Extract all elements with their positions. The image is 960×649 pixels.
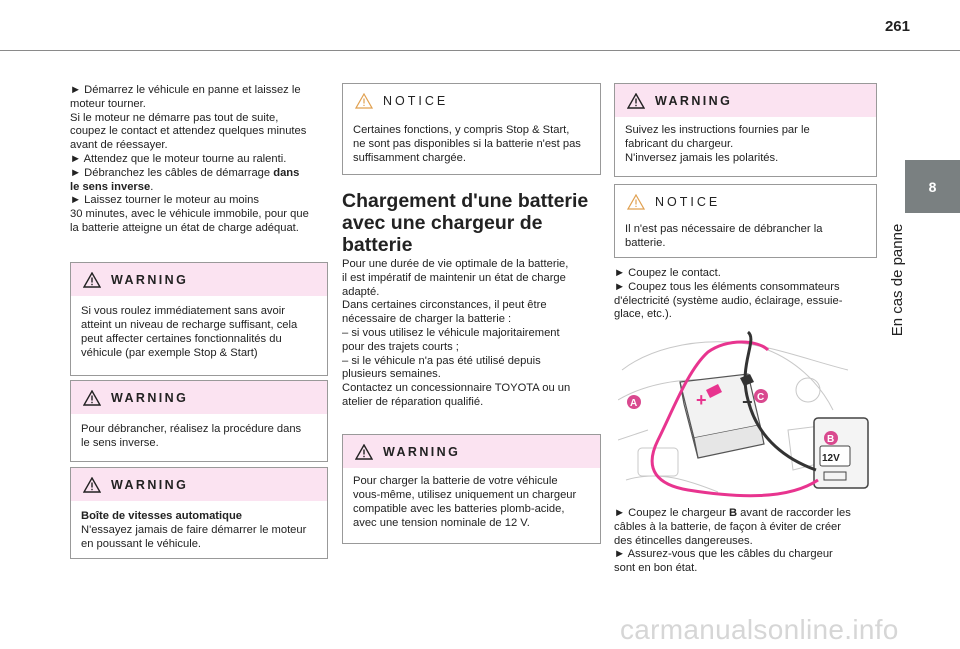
col3-line-post: avant de raccorder les: [737, 507, 851, 519]
warning-line: Pour charger la batterie de votre véhicule: [353, 475, 558, 487]
warning-header: [71, 381, 327, 414]
col3-line: sont en bon état.: [614, 562, 698, 575]
section-line: il est impératif de maintenir un état de charge: [342, 271, 566, 284]
col3-line: glace, etc.).: [614, 308, 672, 321]
col1-bold: dans: [273, 166, 300, 179]
col1-period: .: [150, 180, 154, 193]
col1-line: 30 minutes, avec le véhicule immobile, pour que: [70, 208, 309, 221]
col1-line: [70, 167, 332, 181]
badge-c-label: C: [757, 392, 765, 403]
warning-line: Suivez les instructions fournies par le: [625, 124, 810, 136]
notice-header: [615, 185, 876, 218]
charger-ref: B: [728, 507, 738, 519]
warning-header: [615, 84, 876, 117]
warning-box: [614, 83, 877, 177]
warning-triangle-icon: [355, 444, 373, 460]
badge-b-label: B: [827, 434, 835, 445]
section-line: Pour une durée de vie optimale de la batterie,: [342, 258, 569, 270]
section-line: – si le véhicule n'a pas été utilisé depuis: [342, 354, 541, 367]
col1-line: ► Attendez que le moteur tourne au ralenti.: [70, 152, 287, 165]
col1-line: [70, 181, 332, 195]
warning-line: Pour débrancher, réalisez la procédure dans: [81, 423, 302, 435]
warning-header: [71, 468, 327, 501]
warning-line: peut affecter certaines fonctionnalités du: [81, 333, 282, 345]
chapter-tab[interactable]: 8: [905, 160, 960, 213]
col3-line: d'électricité (système audio, éclairage, essuie-: [614, 294, 843, 307]
minus-sign: −: [742, 392, 753, 412]
warning-body: [343, 468, 600, 538]
battery: [680, 374, 764, 458]
warning-triangle-icon: [627, 93, 645, 109]
col1-line: avant de réessayer.: [70, 139, 168, 152]
chapter-label: [883, 215, 911, 345]
col3-line-pre: ► Coupez le chargeur: [614, 507, 729, 519]
warning-body: [71, 501, 327, 559]
voltage-label: 12V: [822, 453, 840, 464]
notice-line: batterie.: [625, 237, 666, 249]
section-line: adapté.: [342, 285, 380, 298]
warning-bold: Boîte de vitesses automatique: [81, 510, 243, 522]
warning-line: N'inversez jamais les polarités.: [625, 152, 779, 164]
heading-line: Chargement d'une batterie: [342, 190, 589, 212]
notice-body: [615, 218, 876, 258]
warning-box: [70, 380, 328, 462]
col3-after: [614, 507, 878, 576]
warning-triangle-icon: [83, 477, 101, 493]
warning-body: [71, 414, 327, 458]
notice-title: NOTICE: [655, 194, 721, 209]
col1-line: la batterie atteigne un état de charge adéquat.: [70, 221, 299, 234]
warning-line: le sens inverse.: [81, 437, 159, 449]
notice-line: Il n'est pas nécessaire de débrancher la: [625, 223, 823, 235]
warning-line: véhicule (par exemple Stop & Start): [81, 347, 258, 359]
col1-text: [70, 84, 332, 236]
col1-line: Si le moteur ne démarre pas tout de suite,: [70, 111, 279, 124]
col1-line: ► Laissez tourner le moteur au moins: [70, 194, 259, 207]
col3-line: ► Coupez le contact.: [614, 267, 721, 279]
notice-body: [343, 117, 600, 173]
warning-box: [70, 262, 328, 376]
watermark: carmanualsonline.info: [620, 614, 899, 645]
col1-line-text: ► Débranchez les câbles de démarrage: [70, 166, 274, 179]
notice-line: suffisamment chargée.: [353, 152, 466, 164]
warning-line: N'essayez jamais de faire démarrer le moteur: [81, 524, 307, 536]
section-text: [342, 258, 604, 410]
warning-header: [71, 263, 327, 296]
col3-line: ► Coupez tous les éléments consommateurs: [614, 280, 840, 293]
warning-box: [70, 467, 328, 559]
section-line: plusieurs semaines.: [342, 368, 441, 381]
warning-line: en poussant le véhicule.: [81, 538, 202, 550]
notice-triangle-icon: [627, 194, 645, 210]
notice-title: NOTICE: [383, 93, 449, 108]
warning-line: avec une tension nominale de 12 V.: [353, 517, 530, 529]
warning-triangle-icon: [83, 390, 101, 406]
section-line: nécessaire de charger la batterie :: [342, 313, 512, 326]
section-line: pour des trajets courts ;: [342, 340, 459, 353]
warning-line: Si vous roulez immédiatement sans avoir: [81, 305, 285, 317]
warning-box: [342, 434, 601, 544]
warning-line: fabricant du chargeur.: [625, 138, 734, 150]
warning-title: WARNING: [111, 477, 189, 492]
warning-line: atteint un niveau de recharge suffisant, cela: [81, 319, 298, 331]
section-line: atelier de réparation qualifié.: [342, 395, 484, 408]
battery-charger-illustration: [618, 330, 876, 500]
heading-line: batterie: [342, 234, 413, 256]
col3-line: des étincelles dangereuses.: [614, 534, 753, 547]
section-line: Contactez un concessionnaire TOYOTA ou un: [342, 382, 571, 395]
chapter-label-text: En cas de panne: [889, 223, 906, 337]
plus-sign: +: [696, 390, 707, 410]
warning-triangle-icon: [83, 272, 101, 288]
col1-line: coupez le contact et attendez quelques minutes: [70, 125, 307, 138]
warning-body: [71, 296, 327, 368]
notice-line: ne sont pas disponibles si la batterie n'est pas: [353, 138, 581, 150]
notice-box: [614, 184, 877, 258]
charger-unit: [814, 418, 868, 488]
col1-line: moteur tourner.: [70, 97, 146, 110]
heading-line: avec une chargeur de: [342, 212, 543, 234]
warning-title: WARNING: [111, 272, 189, 287]
warning-header: [343, 435, 600, 468]
col3-line: ► Assurez-vous que les câbles du chargeur: [614, 548, 833, 561]
warning-title: WARNING: [111, 390, 189, 405]
col3-line: [614, 507, 878, 521]
notice-box: [342, 83, 601, 175]
notice-triangle-icon: [355, 93, 373, 109]
page-number: 261: [884, 18, 910, 35]
section-line: Dans certaines circonstances, il peut être: [342, 299, 547, 312]
top-rule: [0, 50, 960, 51]
warning-line: vous-même, utilisez uniquement un chargeur: [353, 489, 577, 501]
warning-title: WARNING: [383, 444, 461, 459]
col1-line: ► Démarrez le véhicule en panne et laissez le: [70, 84, 301, 96]
warning-body: [615, 117, 876, 173]
col3-line: câbles à la batterie, de façon à éviter de créer: [614, 520, 841, 533]
badge-a-label: A: [630, 398, 638, 409]
warning-bold-line: [81, 509, 317, 523]
warning-line: compatible avec les batteries plomb-acide,: [353, 503, 565, 515]
notice-line: Certaines fonctions, y compris Stop & Start,: [353, 124, 570, 136]
notice-header: [343, 84, 600, 117]
warning-title: WARNING: [655, 93, 733, 108]
col3-steps: [614, 267, 878, 322]
section-line: – si vous utilisez le véhicule majoritairement: [342, 326, 560, 339]
col1-bold: le sens inverse: [70, 180, 151, 193]
section-heading: [342, 190, 604, 256]
